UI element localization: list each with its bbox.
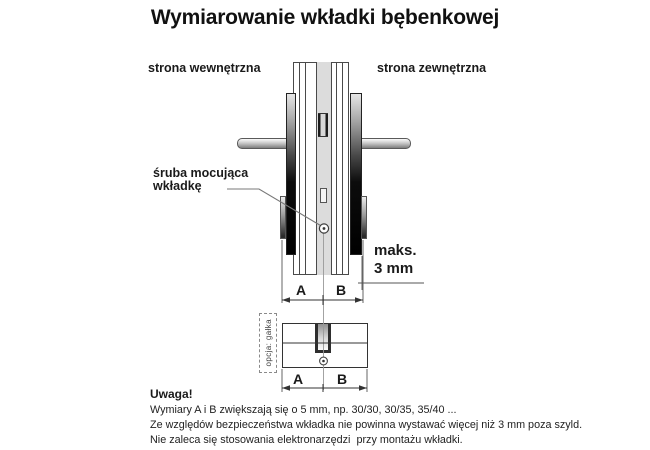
max-protrusion-label: [374, 242, 417, 277]
cylinder-cam-slot: [315, 324, 331, 353]
notes-heading: Uwaga!: [150, 387, 193, 401]
max-protrusion-label-line1: maks.: [374, 242, 417, 259]
dim-label-b-main: B: [335, 282, 347, 298]
fixing-screw-label: [153, 167, 248, 193]
lock-channel: [316, 62, 332, 275]
door-layer-line: [299, 62, 300, 275]
label-outer-side: strona zewnętrzna: [377, 61, 487, 75]
spindle-follower: [318, 113, 328, 137]
lock-case-detail: [320, 188, 327, 203]
dim-label-a-cylinder: A: [292, 371, 304, 387]
note-line: Wymiary A i B zwiększają się o 5 mm, np. 30/30, 30/35, 35/40 ...: [150, 404, 457, 416]
label-inner-side: strona wewnętrzna: [148, 61, 261, 75]
knob-option-box: [259, 313, 277, 373]
escutcheon-plate-inner: [286, 93, 296, 255]
door-layer-line: [342, 62, 343, 275]
note-line: Ze względów bezpieczeństwa wkładka nie powinna wystawać więcej niż 3 mm poza szyld.: [150, 419, 583, 431]
handle-spindle-left: [237, 138, 288, 149]
door-layer-line: [305, 62, 306, 275]
note-line: Nie zaleca się stosowania elektronarzędzi przy montażu wkładki.: [150, 434, 463, 446]
dim-label-b-cylinder: B: [336, 371, 348, 387]
max-protrusion-label-line2: 3 mm: [374, 259, 414, 277]
handle-spindle-right: [361, 138, 411, 149]
page-title: Wymiarowanie wkładki bębenkowej: [150, 6, 500, 29]
cylinder-end-inner: [280, 196, 286, 239]
fixing-screw-label-line2: wkładkę: [153, 179, 202, 193]
dim-label-a-main: A: [295, 282, 307, 298]
fixing-screw-label-line1: śruba mocująca: [153, 166, 249, 180]
cylinder-end-outer: [361, 196, 367, 239]
knob-option-label: opcja: gałka: [263, 319, 273, 367]
door-layer-line: [336, 62, 337, 275]
